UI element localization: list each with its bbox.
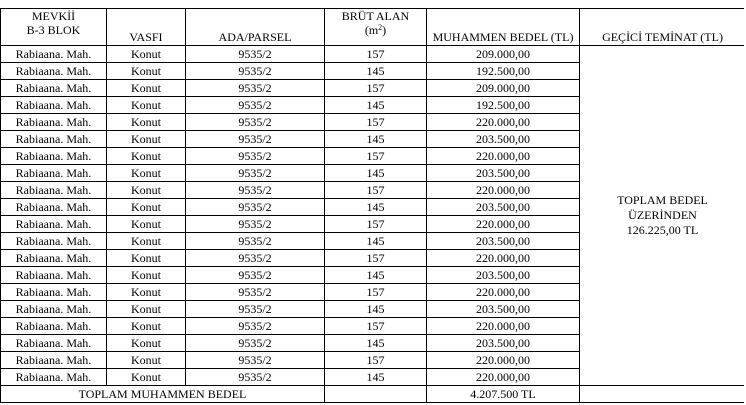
brut-alan-cell: 145 bbox=[325, 199, 427, 216]
header-mevkii bbox=[1, 9, 107, 46]
vasfi-cell: Konut bbox=[107, 97, 186, 114]
header-mevkii-line1: MEVKİİ bbox=[31, 9, 76, 23]
ada-parsel-cell: 9535/2 bbox=[186, 250, 325, 267]
vasfi-cell: Konut bbox=[107, 250, 186, 267]
mevkii-cell: Rabiaana. Mah. bbox=[1, 80, 107, 97]
table-body bbox=[1, 46, 746, 386]
mevkii-cell: Rabiaana. Mah. bbox=[1, 335, 107, 352]
mevkii-cell: Rabiaana. Mah. bbox=[1, 97, 107, 114]
brut-alan-cell: 157 bbox=[325, 46, 427, 63]
brut-alan-cell: 157 bbox=[325, 216, 427, 233]
vasfi-cell: Konut bbox=[107, 284, 186, 301]
muhammen-bedel-cell: 220.000,00 bbox=[427, 182, 580, 199]
vasfi-cell: Konut bbox=[107, 216, 186, 233]
mevkii-cell: Rabiaana. Mah. bbox=[1, 352, 107, 369]
muhammen-bedel-cell: 203.500,00 bbox=[427, 267, 580, 284]
muhammen-bedel-cell: 203.500,00 bbox=[427, 335, 580, 352]
vasfi-cell: Konut bbox=[107, 165, 186, 182]
muhammen-bedel-cell: 192.500,00 bbox=[427, 97, 580, 114]
total-label: TOPLAM MUHAMMEN BEDEL bbox=[1, 386, 325, 403]
ada-parsel-cell: 9535/2 bbox=[186, 301, 325, 318]
total-row bbox=[1, 386, 746, 403]
vasfi-cell: Konut bbox=[107, 114, 186, 131]
header-brut-alan bbox=[325, 9, 427, 46]
mevkii-cell: Rabiaana. Mah. bbox=[1, 267, 107, 284]
brut-alan-cell: 157 bbox=[325, 182, 427, 199]
mevkii-cell: Rabiaana. Mah. bbox=[1, 216, 107, 233]
muhammen-bedel-cell: 203.500,00 bbox=[427, 233, 580, 250]
mevkii-cell: Rabiaana. Mah. bbox=[1, 46, 107, 63]
total-empty-cell bbox=[325, 386, 427, 403]
brut-alan-cell: 157 bbox=[325, 318, 427, 335]
vasfi-cell: Konut bbox=[107, 301, 186, 318]
muhammen-bedel-cell: 220.000,00 bbox=[427, 250, 580, 267]
brut-alan-cell: 145 bbox=[325, 233, 427, 250]
muhammen-bedel-cell: 209.000,00 bbox=[427, 80, 580, 97]
brut-alan-cell: 145 bbox=[325, 335, 427, 352]
header-gecici-teminat: GEÇİCİ TEMİNAT (TL) bbox=[580, 9, 746, 46]
muhammen-bedel-cell: 203.500,00 bbox=[427, 199, 580, 216]
brut-alan-cell: 145 bbox=[325, 301, 427, 318]
guarantee-line1: TOPLAM BEDEL bbox=[617, 193, 708, 207]
mevkii-cell: Rabiaana. Mah. bbox=[1, 250, 107, 267]
vasfi-cell: Konut bbox=[107, 318, 186, 335]
brut-alan-cell: 157 bbox=[325, 250, 427, 267]
ada-parsel-cell: 9535/2 bbox=[186, 369, 325, 386]
header-brut-alan-unit bbox=[325, 23, 426, 37]
brut-alan-cell: 157 bbox=[325, 80, 427, 97]
muhammen-bedel-cell: 220.000,00 bbox=[427, 148, 580, 165]
header-muhammen-bedel: MUHAMMEN BEDEL (TL) bbox=[427, 9, 580, 46]
ada-parsel-cell: 9535/2 bbox=[186, 46, 325, 63]
mevkii-cell: Rabiaana. Mah. bbox=[1, 131, 107, 148]
vasfi-cell: Konut bbox=[107, 63, 186, 80]
brut-alan-cell: 145 bbox=[325, 267, 427, 284]
brut-alan-cell: 145 bbox=[325, 165, 427, 182]
ada-parsel-cell: 9535/2 bbox=[186, 352, 325, 369]
header-brut-alan-line1: BRÜT ALAN bbox=[341, 9, 410, 23]
mevkii-cell: Rabiaana. Mah. bbox=[1, 148, 107, 165]
total-guarantee-empty-cell bbox=[580, 386, 746, 403]
auction-table bbox=[0, 8, 746, 403]
mevkii-cell: Rabiaana. Mah. bbox=[1, 233, 107, 250]
muhammen-bedel-cell: 203.500,00 bbox=[427, 301, 580, 318]
ada-parsel-cell: 9535/2 bbox=[186, 284, 325, 301]
ada-parsel-cell: 9535/2 bbox=[186, 97, 325, 114]
unit-base: (m bbox=[364, 23, 379, 37]
muhammen-bedel-cell: 220.000,00 bbox=[427, 352, 580, 369]
brut-alan-cell: 145 bbox=[325, 97, 427, 114]
brut-alan-cell: 157 bbox=[325, 148, 427, 165]
brut-alan-cell: 145 bbox=[325, 63, 427, 80]
vasfi-cell: Konut bbox=[107, 352, 186, 369]
vasfi-cell: Konut bbox=[107, 182, 186, 199]
mevkii-cell: Rabiaana. Mah. bbox=[1, 63, 107, 80]
guarantee-cell bbox=[580, 46, 746, 386]
mevkii-cell: Rabiaana. Mah. bbox=[1, 284, 107, 301]
table-row bbox=[1, 46, 746, 63]
vasfi-cell: Konut bbox=[107, 148, 186, 165]
mevkii-cell: Rabiaana. Mah. bbox=[1, 199, 107, 216]
muhammen-bedel-cell: 220.000,00 bbox=[427, 216, 580, 233]
vasfi-cell: Konut bbox=[107, 267, 186, 284]
ada-parsel-cell: 9535/2 bbox=[186, 267, 325, 284]
mevkii-cell: Rabiaana. Mah. bbox=[1, 182, 107, 199]
vasfi-cell: Konut bbox=[107, 80, 186, 97]
ada-parsel-cell: 9535/2 bbox=[186, 114, 325, 131]
header-mevkii-line2: B-3 BLOK bbox=[26, 23, 81, 37]
brut-alan-cell: 157 bbox=[325, 284, 427, 301]
muhammen-bedel-cell: 203.500,00 bbox=[427, 131, 580, 148]
mevkii-cell: Rabiaana. Mah. bbox=[1, 114, 107, 131]
vasfi-cell: Konut bbox=[107, 199, 186, 216]
unit-close: ) bbox=[382, 23, 387, 37]
muhammen-bedel-cell: 220.000,00 bbox=[427, 369, 580, 386]
brut-alan-cell: 157 bbox=[325, 114, 427, 131]
muhammen-bedel-cell: 220.000,00 bbox=[427, 318, 580, 335]
muhammen-bedel-cell: 220.000,00 bbox=[427, 284, 580, 301]
header-ada-parsel: ADA/PARSEL bbox=[186, 9, 325, 46]
vasfi-cell: Konut bbox=[107, 233, 186, 250]
vasfi-cell: Konut bbox=[107, 335, 186, 352]
header-vasfi: VASFI bbox=[107, 9, 186, 46]
ada-parsel-cell: 9535/2 bbox=[186, 199, 325, 216]
muhammen-bedel-cell: 192.500,00 bbox=[427, 63, 580, 80]
total-value: 4.207.500 TL bbox=[427, 386, 580, 403]
ada-parsel-cell: 9535/2 bbox=[186, 318, 325, 335]
ada-parsel-cell: 9535/2 bbox=[186, 80, 325, 97]
ada-parsel-cell: 9535/2 bbox=[186, 216, 325, 233]
ada-parsel-cell: 9535/2 bbox=[186, 63, 325, 80]
header-row bbox=[1, 9, 746, 46]
unit-superscript: 2 bbox=[378, 23, 383, 32]
ada-parsel-cell: 9535/2 bbox=[186, 233, 325, 250]
brut-alan-cell: 145 bbox=[325, 131, 427, 148]
mevkii-cell: Rabiaana. Mah. bbox=[1, 165, 107, 182]
vasfi-cell: Konut bbox=[107, 46, 186, 63]
ada-parsel-cell: 9535/2 bbox=[186, 131, 325, 148]
ada-parsel-cell: 9535/2 bbox=[186, 165, 325, 182]
muhammen-bedel-cell: 220.000,00 bbox=[427, 114, 580, 131]
ada-parsel-cell: 9535/2 bbox=[186, 335, 325, 352]
ada-parsel-cell: 9535/2 bbox=[186, 182, 325, 199]
guarantee-line3: 126.225,00 TL bbox=[626, 223, 699, 237]
guarantee-line2: ÜZERİNDEN bbox=[628, 208, 697, 222]
vasfi-cell: Konut bbox=[107, 369, 186, 386]
mevkii-cell: Rabiaana. Mah. bbox=[1, 301, 107, 318]
brut-alan-cell: 157 bbox=[325, 352, 427, 369]
mevkii-cell: Rabiaana. Mah. bbox=[1, 318, 107, 335]
brut-alan-cell: 145 bbox=[325, 369, 427, 386]
muhammen-bedel-cell: 203.500,00 bbox=[427, 165, 580, 182]
vasfi-cell: Konut bbox=[107, 131, 186, 148]
mevkii-cell: Rabiaana. Mah. bbox=[1, 369, 107, 386]
muhammen-bedel-cell: 209.000,00 bbox=[427, 46, 580, 63]
ada-parsel-cell: 9535/2 bbox=[186, 148, 325, 165]
